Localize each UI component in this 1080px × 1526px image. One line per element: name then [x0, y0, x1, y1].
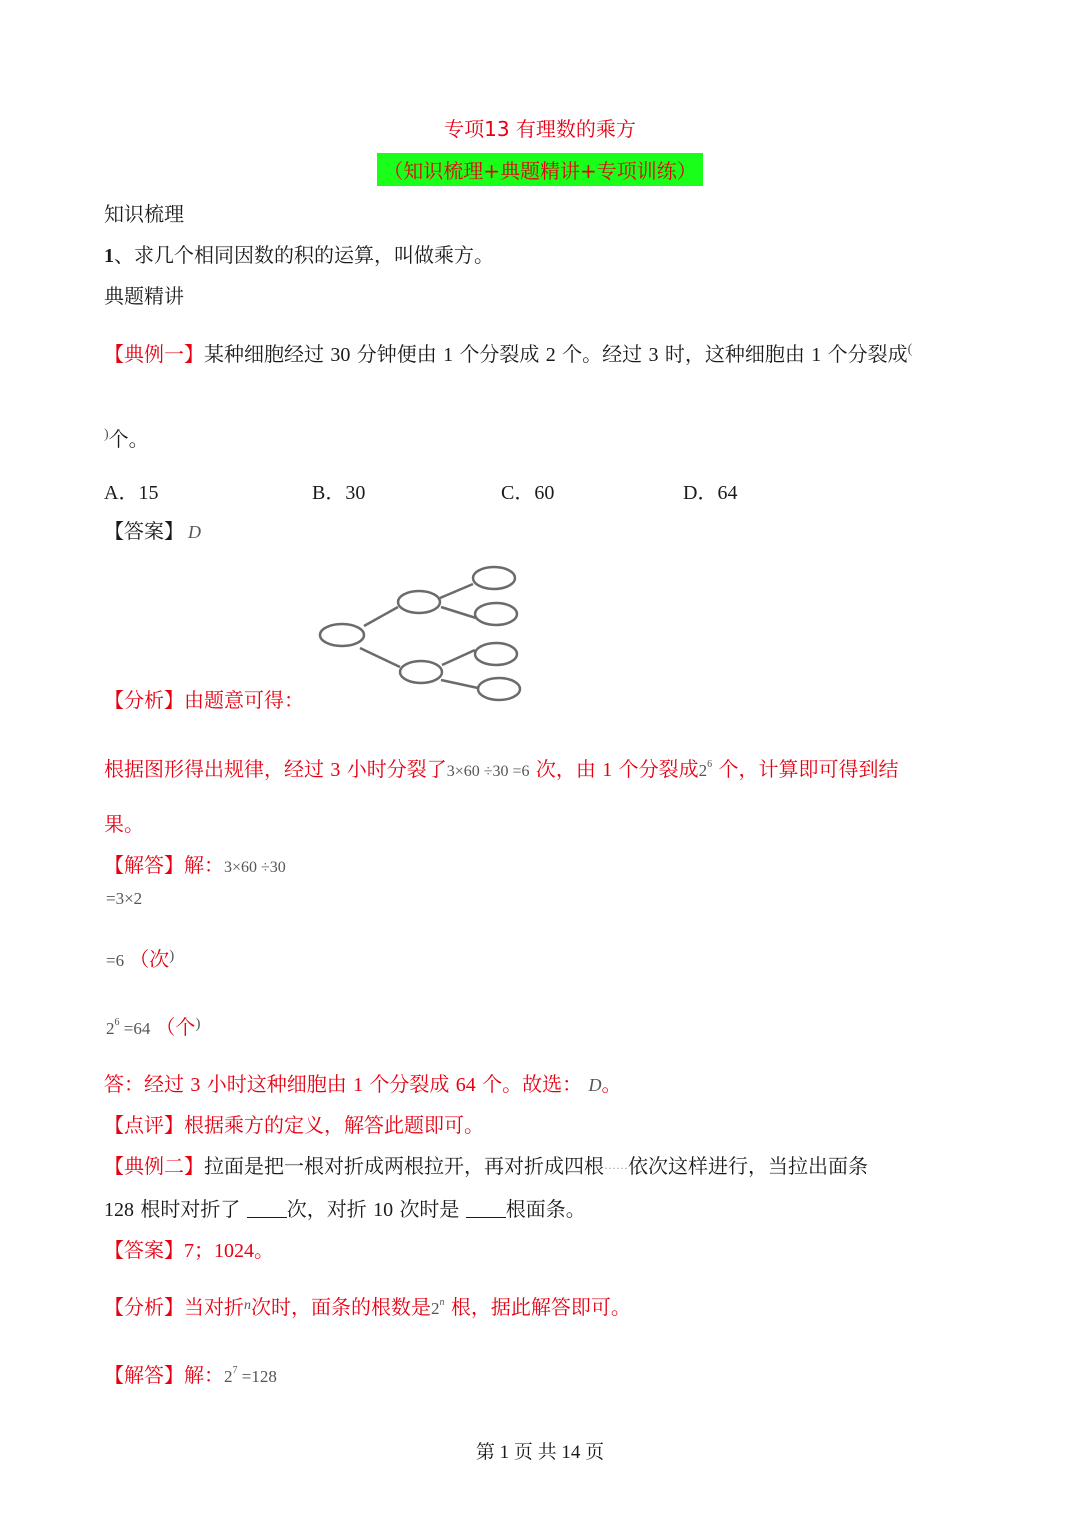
section-heading-knowledge: 知识梳理 [104, 202, 184, 226]
cell-division-diagram [310, 560, 540, 710]
cell-root [320, 624, 364, 646]
option-b: B．30 [312, 482, 366, 504]
example1-analysis-end: 果。 [104, 812, 144, 836]
example1-question-end: )个。 [104, 427, 149, 451]
example1-tag: 【典例一】 [104, 342, 204, 366]
solution-line-2: =3×2 [106, 889, 143, 908]
example1-solution: 【解答】解：3×60 ÷30 [104, 853, 286, 877]
option-c: C．60 [501, 482, 555, 504]
subtitle-row [0, 153, 1080, 186]
subtitle: （知识梳理+典题精讲+专项训练） [377, 153, 703, 186]
cell-gen2-1 [473, 567, 515, 589]
example1-answer: 【答案】 D [104, 519, 201, 543]
solution-line-4: $2^6 =64$ （个) [106, 1015, 201, 1039]
blank-2 [466, 1199, 506, 1218]
option-d: D．64 [683, 482, 738, 504]
solution-line-3: =6 （次) [106, 947, 175, 971]
cell-gen1-top [398, 591, 440, 613]
cell-gen2-4 [478, 678, 520, 700]
example1-conclusion: 答：经过 3 小时这种细胞由 1 个分裂成 64 个。故选： D。 [104, 1072, 622, 1096]
example2-analysis: 【分析】当对折$^n$次时，面条的根数是2$^n$ 根，据此解答即可。 [104, 1295, 631, 1319]
cell-gen2-3 [475, 643, 517, 665]
knowledge-point-1: 1、求几个相同因数的积的运算，叫做乘方。 [104, 243, 494, 267]
example1-analysis-tag: 【分析】由题意可得： [104, 688, 304, 712]
example2-question: 【典例二】拉面是把一根对折成两根拉开，再对折成四根……依次这样进行，当拉出面条 [104, 1154, 868, 1178]
example1-comment: 【点评】根据乘方的定义，解答此题即可。 [104, 1113, 484, 1137]
example2-tag: 【典例二】 [104, 1154, 204, 1178]
page-title: 专项13 有理数的乘方 [444, 117, 636, 141]
example1-question: 【典例一】某种细胞经过 30 分钟便由 1 个分裂成 2 个。经过 3 时，这种细胞由 1 个分裂成( [104, 342, 913, 366]
blank-1 [247, 1199, 287, 1218]
cell-gen2-2 [475, 603, 517, 625]
example2-solution: 【解答】解：$2^7 =128$ [104, 1363, 277, 1387]
page-footer: 第 1 页 共 14 页 [475, 1442, 605, 1463]
example1-analysis: 根据图形得出规律，经过 3 小时分裂了3×60 ÷30 =6 次，由 1 个分裂成$2^6$ 个，计算即可得到结 [104, 757, 899, 781]
example2-answer: 【答案】7；1024。 [104, 1238, 274, 1262]
option-a: A．15 [104, 482, 159, 504]
section-heading-examples: 典题精讲 [104, 284, 184, 308]
cell-gen1-bottom [400, 661, 442, 683]
example2-question-line2: 128 根时对折了 次，对折 10 次时是 根面条。 [104, 1197, 586, 1221]
